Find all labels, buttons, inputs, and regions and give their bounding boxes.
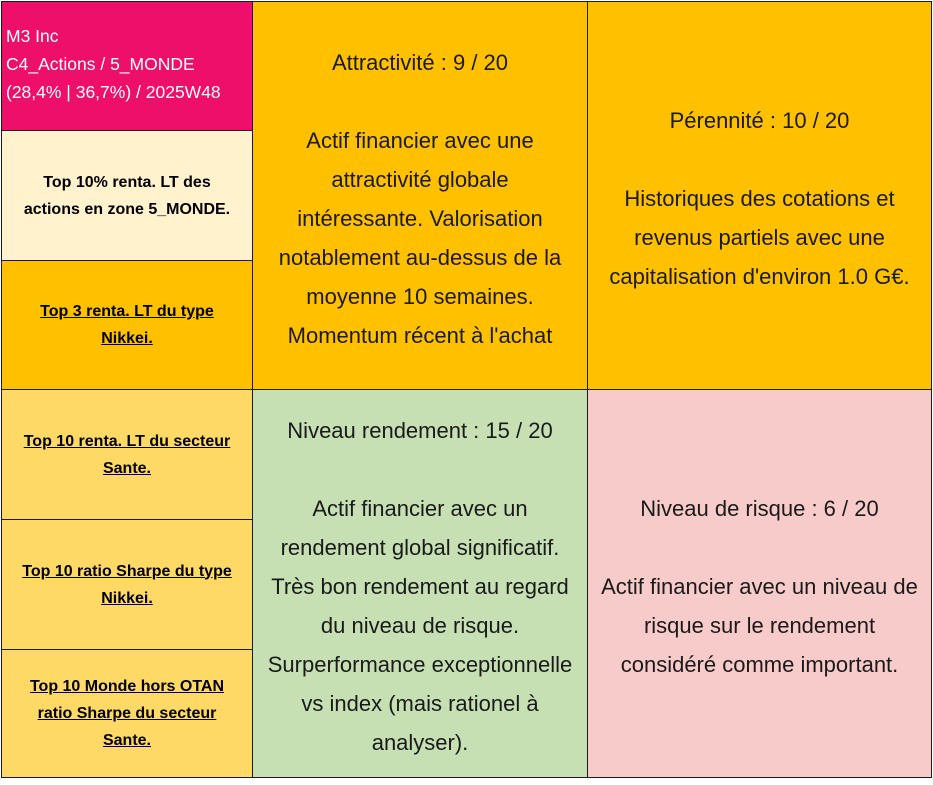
panel-line: Actif financier avec un niveau de	[601, 574, 918, 599]
badge-link-top-10-sharpe-nikkei[interactable]	[22, 558, 232, 612]
panel-line: moyenne 10 semaines.	[306, 284, 534, 309]
panel-title: Niveau rendement : 15 / 20	[287, 418, 553, 443]
panel-title: Pérennité : 10 / 20	[669, 108, 850, 133]
header-text	[2, 2, 252, 106]
badge-top-10-sante	[1, 389, 253, 520]
badge-line: Sante.	[102, 459, 151, 477]
panel-line: intéressante. Valorisation	[297, 206, 543, 231]
panel-line: du niveau de risque.	[320, 613, 520, 638]
panel-title: Niveau de risque : 6 / 20	[640, 496, 879, 521]
badge-line: Top 10% renta. LT des	[43, 173, 211, 191]
badge-line: actions en zone 5_MONDE.	[23, 200, 231, 218]
badge-link-top-10-monde-hors-otan[interactable]	[30, 673, 224, 754]
badge-top-10pct-zone	[1, 130, 253, 261]
badge-link-top-3-nikkei[interactable]	[40, 298, 214, 352]
header-cell	[1, 1, 253, 131]
badge-top-10-sharpe-nikkei	[1, 519, 253, 650]
panel-line: Historiques des cotations et	[624, 186, 895, 211]
badge-line: Top 10 Monde hors OTAN	[29, 678, 225, 695]
panel-attractivite	[252, 1, 588, 390]
company-name: M3 Inc	[6, 26, 59, 46]
panel-line: Très bon rendement au regard	[271, 574, 569, 599]
panel-line: Momentum récent à l'achat	[287, 323, 553, 348]
panel-line: Actif financier avec une	[306, 128, 534, 153]
badge-top-3-nikkei	[1, 260, 253, 390]
badge-line: Nikkei.	[101, 589, 153, 607]
panel-line: revenus partiels avec une	[634, 225, 885, 250]
panel-line: notablement au-dessus de la	[278, 245, 562, 270]
panel-perennite	[587, 1, 932, 390]
panel-line: risque sur le rendement	[643, 613, 876, 638]
panel-rendement	[252, 389, 588, 778]
panel-risque	[587, 389, 932, 778]
stats-label: (28,4% | 36,7%) / 2025W48	[6, 82, 221, 102]
panel-line: rendement global significatif.	[280, 535, 560, 560]
panel-line: vs index (mais rationel à	[301, 691, 539, 716]
badge-line: Top 10 renta. LT du secteur	[23, 432, 231, 450]
badge-link-top-10-sante[interactable]	[24, 428, 231, 482]
category-label: C4_Actions / 5_MONDE	[6, 54, 195, 74]
panel-title: Attractivité : 9 / 20	[331, 50, 509, 75]
badge-line: Sante.	[102, 732, 151, 749]
badge-line: ratio Sharpe du secteur	[37, 705, 217, 722]
badge-line: Nikkei.	[101, 330, 153, 347]
panel-line: attractivité globale	[331, 167, 509, 192]
badge-top-10-monde-hors-otan	[1, 649, 253, 778]
panel-line: Actif financier avec un	[312, 496, 528, 521]
panel-line: analyser).	[371, 730, 469, 755]
badge-line: Top 10 ratio Sharpe du type	[22, 562, 232, 580]
badge-line: Top 3 renta. LT du type	[40, 303, 214, 320]
panel-line: Surperformance exceptionnelle	[267, 652, 573, 677]
panel-line: considéré comme important.	[620, 652, 899, 677]
panel-line: capitalisation d'environ 1.0 G€.	[609, 264, 910, 289]
